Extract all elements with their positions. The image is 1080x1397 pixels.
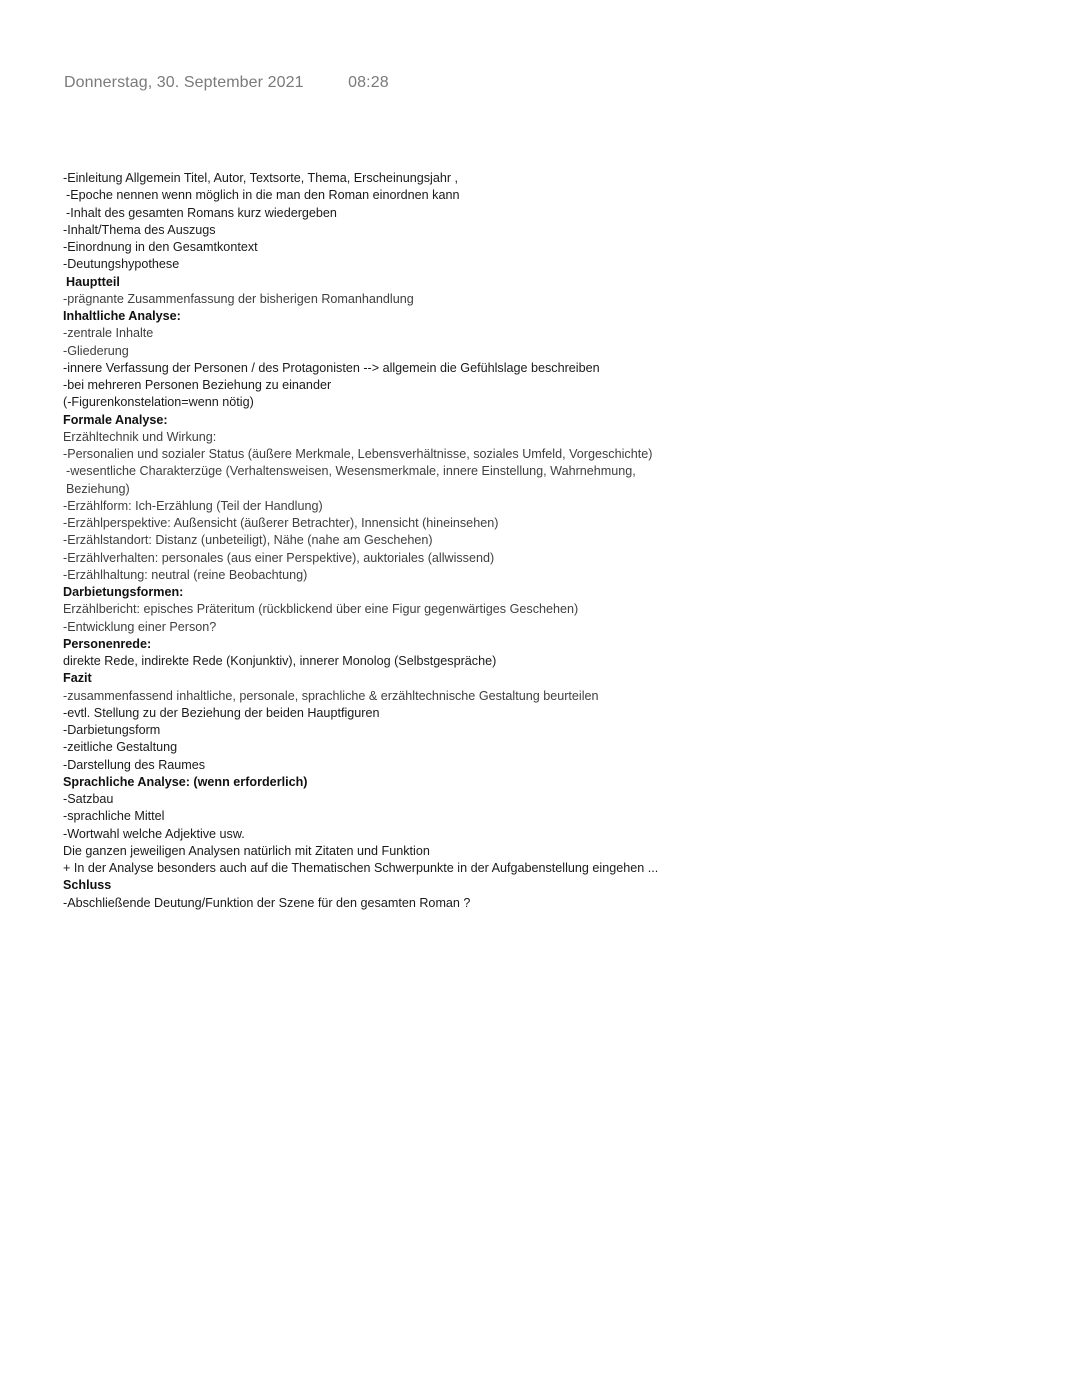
section-heading: Inhaltliche Analyse: — [63, 309, 181, 323]
text-line: -bei mehreren Personen Beziehung zu einander — [63, 378, 332, 392]
text-line: -Personalien und sozialer Status (äußere Merkmale, Lebensverhältnisse, soziales Umfeld, Vorgeschichte) — [63, 447, 653, 461]
text-line: -Epoche nennen wenn möglich in die man den Roman einordnen kann — [66, 188, 460, 203]
section-heading: Fazit — [63, 671, 92, 686]
text-line: -evtl. Stellung zu der Beziehung der beiden Hauptfiguren — [63, 705, 380, 720]
text-line: -Erzählperspektive: Außensicht (äußerer Betrachter), Innensicht (hineinsehen) — [63, 516, 499, 530]
text-line: direkte Rede, indirekte Rede (Konjunktiv), innerer Monolog (Selbstgespräche) — [63, 654, 497, 668]
text-line: Erzählbericht: episches Präteritum (rückblickend über eine Figur gegenwärtiges Geschehen) — [63, 602, 579, 617]
text-line: -Darstellung des Raumes — [63, 757, 206, 772]
section-heading: Schluss — [63, 878, 112, 893]
text-line: -Erzählhaltung: neutral (reine Beobachtung) — [63, 567, 308, 582]
text-line: -Einleitung Allgemein Titel, Autor, Textsorte, Thema, Erscheinungsjahr , — [63, 171, 459, 185]
text-line: -Abschließende Deutung/Funktion der Szene für den gesamten Roman ? — [63, 895, 471, 910]
text-line: Die ganzen jeweiligen Analysen natürlich mit Zitaten und Funktion — [63, 843, 430, 858]
text-line: -sprachliche Mittel — [63, 809, 165, 824]
text-line: -wesentliche Charakterzüge (Verhaltensweisen, Wesensmerkmale, innere Einstellung, Wahrnehmung, Beziehung) — [66, 464, 636, 496]
text-line: -Entwicklung einer Person? — [63, 619, 217, 634]
section-heading: Formale Analyse: — [63, 412, 168, 427]
text-line: -Erzählstandort: Distanz (unbeteiligt), Nähe (nahe am Geschehen) — [63, 533, 433, 548]
text-line: -zentrale Inhalte — [63, 326, 154, 341]
text-line: -zeitliche Gestaltung — [63, 740, 178, 755]
section-heading: Darbietungsformen: — [63, 585, 184, 599]
text-line: (-Figurenkonstelation=wenn nötig) — [63, 395, 254, 410]
text-line: + In der Analyse besonders auch auf die Thematischen Schwerpunkte in der Aufgabenstellung eingehen ... — [63, 861, 659, 875]
text-line: Erzähltechnik und Wirkung: — [63, 429, 217, 444]
text-line: -Erzählform: Ich-Erzählung (Teil der Handlung) — [63, 498, 323, 513]
text-line: -prägnante Zusammenfassung der bisherigen Romanhandlung — [63, 291, 414, 306]
note-time: 08:28 — [348, 74, 389, 91]
text-line: -Wortwahl welche Adjektive usw. — [63, 826, 245, 841]
text-line: -Erzählverhalten: personales (aus einer Perspektive), auktoriales (allwissend) — [63, 550, 495, 565]
text-line: -Inhalt/Thema des Auszugs — [63, 222, 216, 237]
text-line: -Gliederung — [63, 343, 129, 358]
text-line: -zusammenfassend inhaltliche, personale, sprachliche & erzähltechnische Gestaltung beurteilen — [63, 688, 599, 703]
note-date: Donnerstag, 30. September 2021 — [64, 74, 304, 91]
section-heading: Hauptteil — [66, 274, 120, 289]
text-line: -Inhalt des gesamten Romans kurz wiedergeben — [66, 205, 337, 220]
section-heading: Sprachliche Analyse: (wenn erforderlich) — [63, 774, 308, 789]
section-heading: Personenrede: — [63, 636, 152, 651]
note-header — [64, 74, 389, 92]
text-line: -Satzbau — [63, 792, 114, 806]
note-body — [63, 170, 683, 912]
text-line: -Deutungshypothese — [63, 257, 180, 272]
text-line: -Einordnung in den Gesamtkontext — [63, 240, 258, 254]
text-line: -innere Verfassung der Personen / des Protagonisten --> allgemein die Gefühlslage beschreiben — [63, 360, 600, 375]
text-line: -Darbietungsform — [63, 723, 161, 737]
